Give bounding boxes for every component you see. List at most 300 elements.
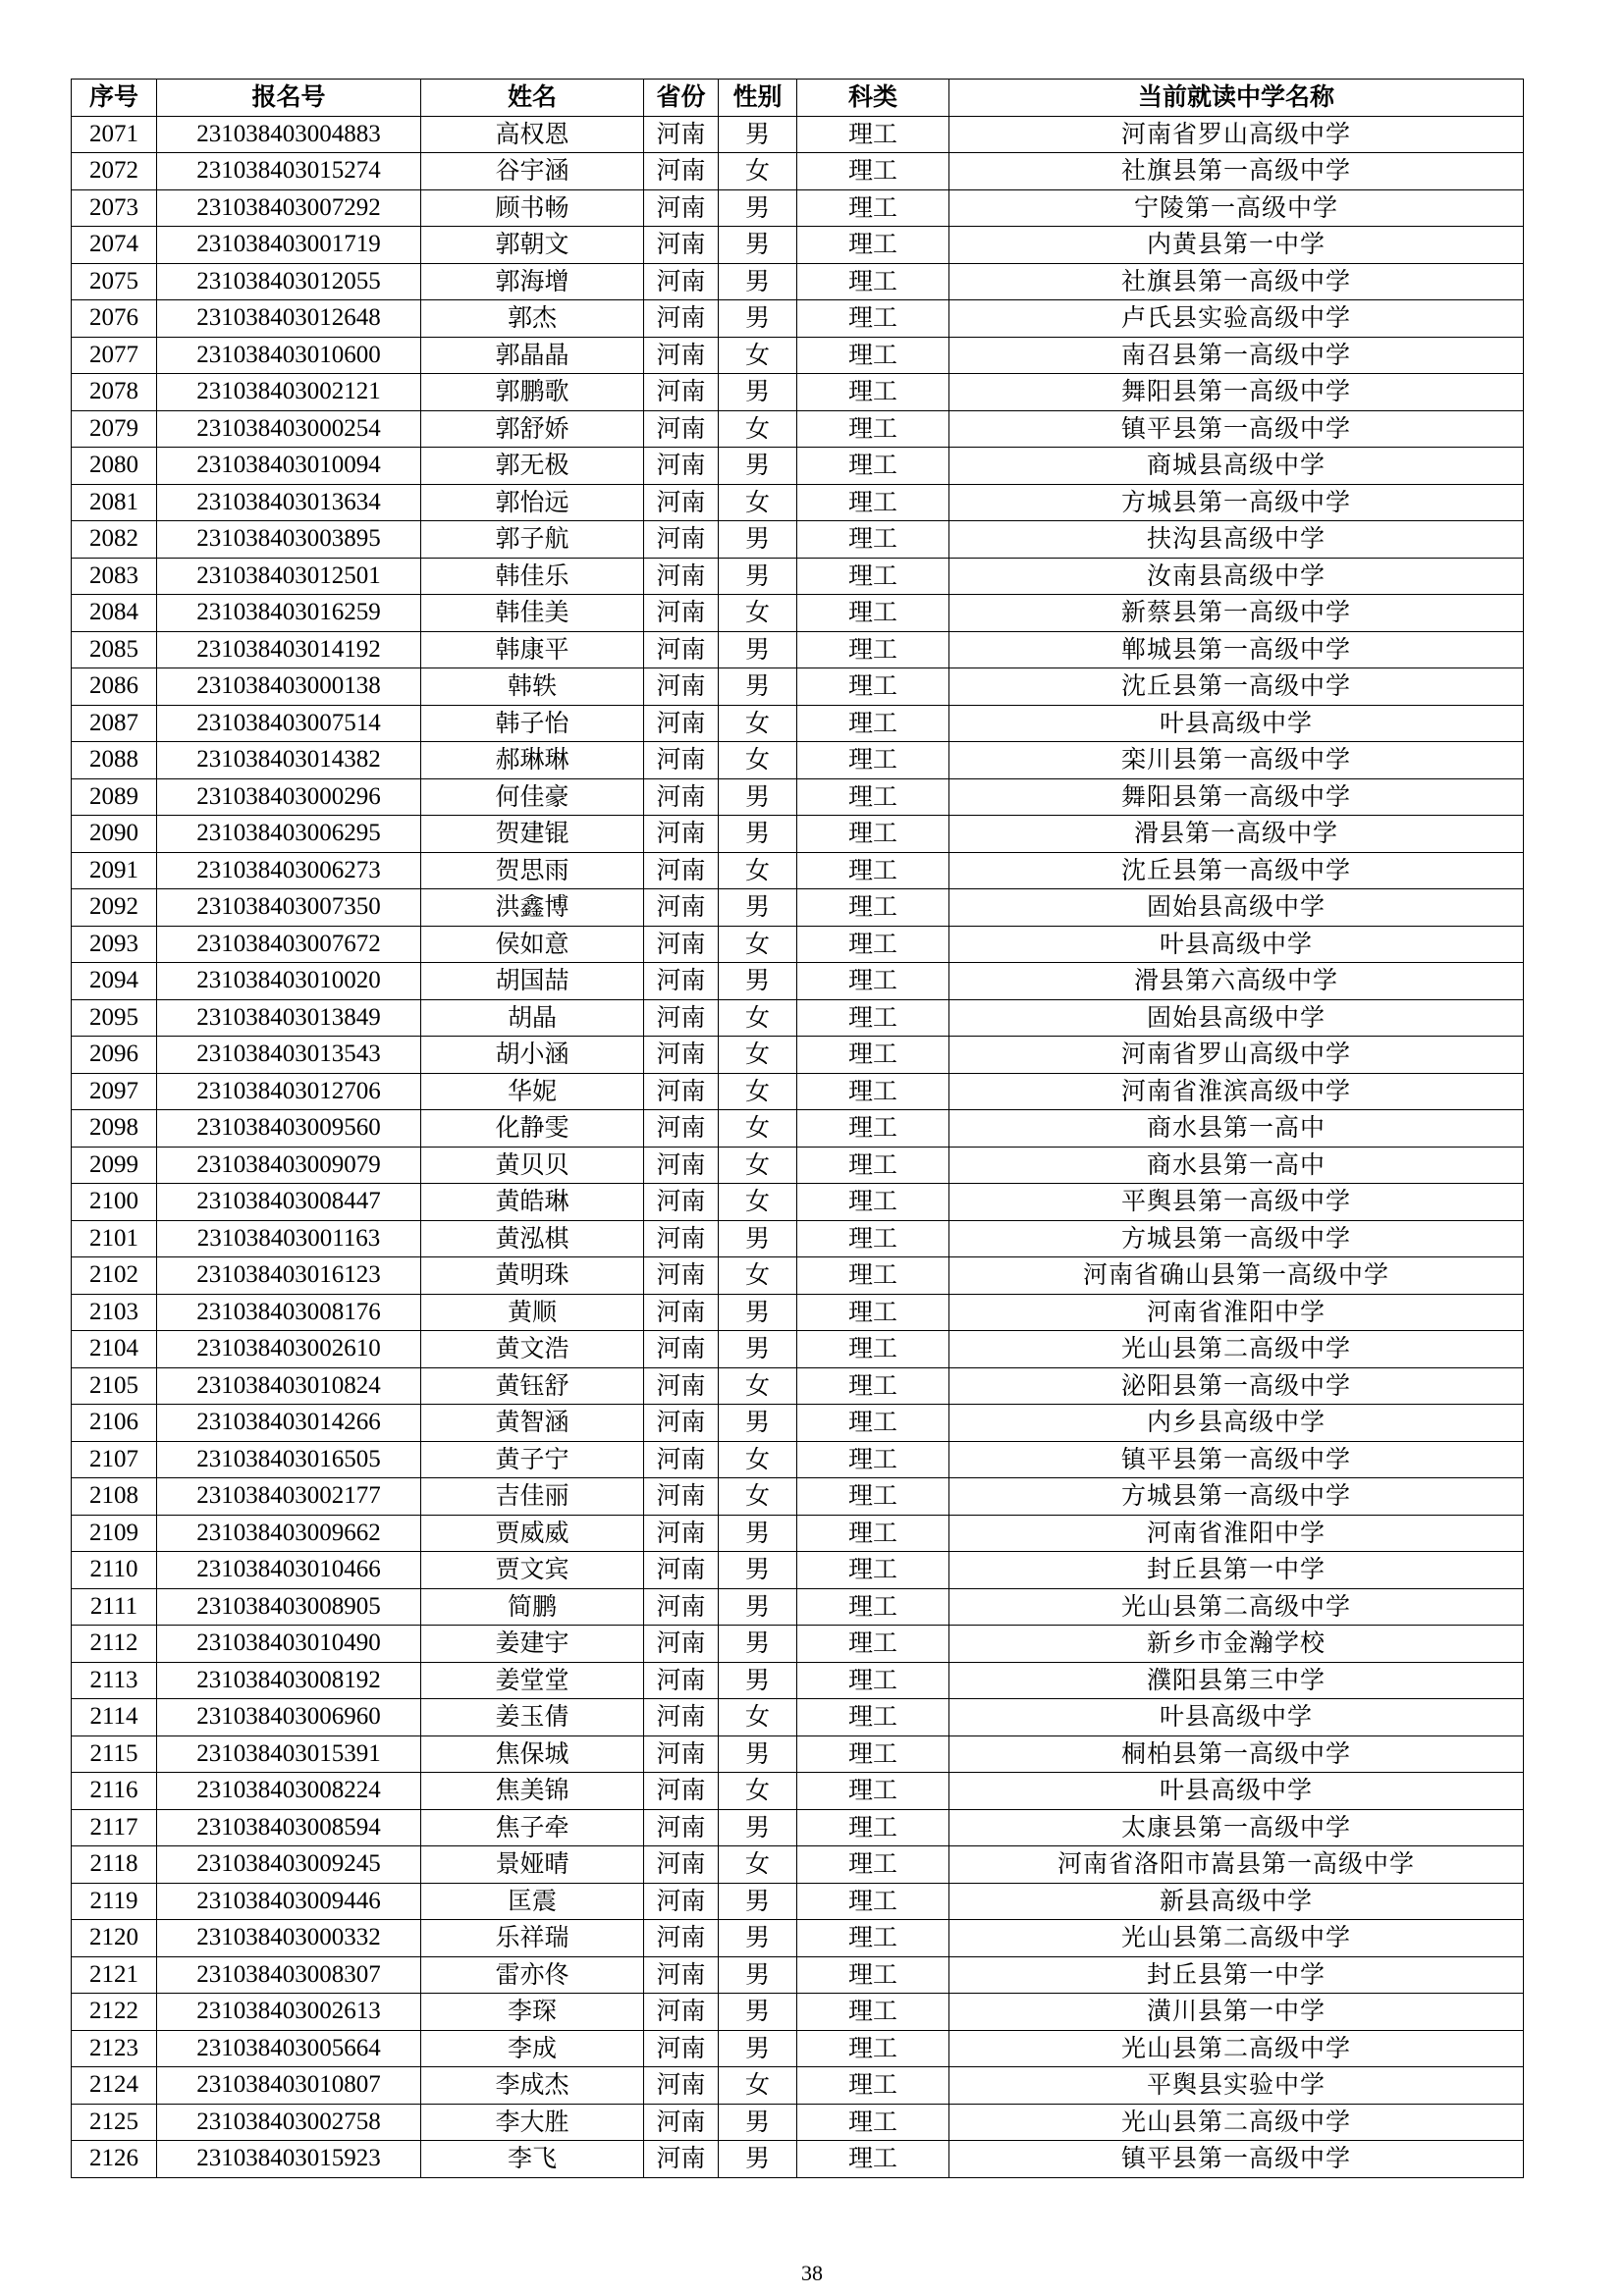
- name-cell: 侯如意: [421, 926, 644, 963]
- gender-cell: 男: [719, 889, 797, 927]
- province-cell: 河南: [644, 448, 719, 485]
- reg-no-cell: 231038403015274: [157, 153, 421, 190]
- seq-cell: 2104: [72, 1331, 157, 1368]
- province-cell: 河南: [644, 668, 719, 706]
- province-cell: 河南: [644, 778, 719, 816]
- table-row: [72, 1773, 1524, 1810]
- category-cell: 理工: [797, 1956, 949, 1994]
- school-cell: 光山县第二高级中学: [949, 1331, 1524, 1368]
- name-cell: 乐祥瑞: [421, 1920, 644, 1957]
- reg-no-cell: 231038403008594: [157, 1809, 421, 1846]
- school-cell: 滑县第六高级中学: [949, 963, 1524, 1000]
- school-cell: 河南省罗山高级中学: [949, 116, 1524, 153]
- category-cell: 理工: [797, 558, 949, 595]
- school-cell: 方城县第一高级中学: [949, 1220, 1524, 1257]
- seq-cell: 2072: [72, 153, 157, 190]
- province-cell: 河南: [644, 595, 719, 632]
- reg-no-cell: 231038403010020: [157, 963, 421, 1000]
- category-cell: 理工: [797, 116, 949, 153]
- reg-no-cell: 231038403008192: [157, 1662, 421, 1699]
- name-cell: 李大胜: [421, 2104, 644, 2141]
- header-name: 姓名: [421, 80, 644, 117]
- school-cell: 新蔡县第一高级中学: [949, 595, 1524, 632]
- province-cell: 河南: [644, 2104, 719, 2141]
- name-cell: 焦美锦: [421, 1773, 644, 1810]
- table-row: [72, 816, 1524, 853]
- province-cell: 河南: [644, 1699, 719, 1736]
- table-row: [72, 227, 1524, 264]
- school-cell: 镇平县第一高级中学: [949, 1441, 1524, 1478]
- category-cell: 理工: [797, 484, 949, 521]
- reg-no-cell: 231038403007672: [157, 926, 421, 963]
- table-row: [72, 926, 1524, 963]
- seq-cell: 2096: [72, 1037, 157, 1074]
- header-school: 当前就读中学名称: [949, 80, 1524, 117]
- reg-no-cell: 231038403008224: [157, 1773, 421, 1810]
- province-cell: 河南: [644, 1220, 719, 1257]
- table-row: [72, 1552, 1524, 1589]
- seq-cell: 2076: [72, 300, 157, 338]
- seq-cell: 2115: [72, 1735, 157, 1773]
- name-cell: 吉佳丽: [421, 1478, 644, 1516]
- name-cell: 郭海增: [421, 263, 644, 300]
- name-cell: 韩子怡: [421, 705, 644, 742]
- name-cell: 黄明珠: [421, 1257, 644, 1295]
- admission-list-sheet: [71, 79, 1524, 2178]
- reg-no-cell: 231038403003895: [157, 521, 421, 559]
- province-cell: 河南: [644, 1920, 719, 1957]
- table-row: [72, 2104, 1524, 2141]
- province-cell: 河南: [644, 742, 719, 779]
- name-cell: 李成杰: [421, 2067, 644, 2105]
- gender-cell: 女: [719, 705, 797, 742]
- table-row: [72, 521, 1524, 559]
- gender-cell: 男: [719, 1956, 797, 1994]
- gender-cell: 男: [719, 300, 797, 338]
- category-cell: 理工: [797, 889, 949, 927]
- name-cell: 贺建锟: [421, 816, 644, 853]
- reg-no-cell: 231038403002177: [157, 1478, 421, 1516]
- table-row: [72, 484, 1524, 521]
- gender-cell: 男: [719, 668, 797, 706]
- province-cell: 河南: [644, 889, 719, 927]
- reg-no-cell: 231038403013543: [157, 1037, 421, 1074]
- gender-cell: 女: [719, 153, 797, 190]
- header-row: [72, 80, 1524, 117]
- name-cell: 高权恩: [421, 116, 644, 153]
- page-number: 38: [801, 2261, 823, 2285]
- table-row: [72, 1220, 1524, 1257]
- reg-no-cell: 231038403006273: [157, 852, 421, 889]
- category-cell: 理工: [797, 963, 949, 1000]
- reg-no-cell: 231038403014192: [157, 631, 421, 668]
- category-cell: 理工: [797, 1846, 949, 1884]
- gender-cell: 男: [719, 189, 797, 227]
- category-cell: 理工: [797, 1073, 949, 1110]
- gender-cell: 男: [719, 2030, 797, 2067]
- school-cell: 光山县第二高级中学: [949, 2030, 1524, 2067]
- category-cell: 理工: [797, 926, 949, 963]
- name-cell: 贺思雨: [421, 852, 644, 889]
- province-cell: 河南: [644, 1405, 719, 1442]
- name-cell: 郭杰: [421, 300, 644, 338]
- reg-no-cell: 231038403004883: [157, 116, 421, 153]
- seq-cell: 2078: [72, 374, 157, 411]
- gender-cell: 男: [719, 778, 797, 816]
- province-cell: 河南: [644, 631, 719, 668]
- table-row: [72, 1184, 1524, 1221]
- table-row: [72, 852, 1524, 889]
- school-cell: 方城县第一高级中学: [949, 1478, 1524, 1516]
- school-cell: 桐柏县第一高级中学: [949, 1735, 1524, 1773]
- reg-no-cell: 231038403010824: [157, 1367, 421, 1405]
- gender-cell: 男: [719, 1626, 797, 1663]
- reg-no-cell: 231038403009446: [157, 1883, 421, 1920]
- seq-cell: 2094: [72, 963, 157, 1000]
- gender-cell: 男: [719, 1552, 797, 1589]
- gender-cell: 男: [719, 1994, 797, 2031]
- province-cell: 河南: [644, 374, 719, 411]
- gender-cell: 女: [719, 1037, 797, 1074]
- province-cell: 河南: [644, 1257, 719, 1295]
- table-row: [72, 153, 1524, 190]
- school-cell: 商城县高级中学: [949, 448, 1524, 485]
- school-cell: 封丘县第一中学: [949, 1956, 1524, 1994]
- gender-cell: 女: [719, 1773, 797, 1810]
- seq-cell: 2116: [72, 1773, 157, 1810]
- name-cell: 韩佳美: [421, 595, 644, 632]
- table-row: [72, 1037, 1524, 1074]
- table-row: [72, 1588, 1524, 1626]
- header-province: 省份: [644, 80, 719, 117]
- province-cell: 河南: [644, 1809, 719, 1846]
- school-cell: 栾川县第一高级中学: [949, 742, 1524, 779]
- school-cell: 濮阳县第三中学: [949, 1662, 1524, 1699]
- category-cell: 理工: [797, 1699, 949, 1736]
- province-cell: 河南: [644, 926, 719, 963]
- province-cell: 河南: [644, 1331, 719, 1368]
- name-cell: 黄文浩: [421, 1331, 644, 1368]
- school-cell: 汝南县高级中学: [949, 558, 1524, 595]
- table-row: [72, 1809, 1524, 1846]
- table-row: [72, 1294, 1524, 1331]
- category-cell: 理工: [797, 1110, 949, 1148]
- school-cell: 光山县第二高级中学: [949, 1588, 1524, 1626]
- category-cell: 理工: [797, 1037, 949, 1074]
- seq-cell: 2106: [72, 1405, 157, 1442]
- province-cell: 河南: [644, 1773, 719, 1810]
- gender-cell: 女: [719, 1367, 797, 1405]
- category-cell: 理工: [797, 521, 949, 559]
- name-cell: 焦保城: [421, 1735, 644, 1773]
- gender-cell: 男: [719, 263, 797, 300]
- seq-cell: 2103: [72, 1294, 157, 1331]
- province-cell: 河南: [644, 1147, 719, 1184]
- province-cell: 河南: [644, 116, 719, 153]
- gender-cell: 男: [719, 116, 797, 153]
- name-cell: 郭鹏歌: [421, 374, 644, 411]
- school-cell: 镇平县第一高级中学: [949, 410, 1524, 448]
- school-cell: 宁陵第一高级中学: [949, 189, 1524, 227]
- name-cell: 郭晶晶: [421, 337, 644, 374]
- name-cell: 何佳豪: [421, 778, 644, 816]
- table-row: [72, 1699, 1524, 1736]
- seq-cell: 2100: [72, 1184, 157, 1221]
- province-cell: 河南: [644, 2067, 719, 2105]
- category-cell: 理工: [797, 1405, 949, 1442]
- table-row: [72, 668, 1524, 706]
- table-row: [72, 2067, 1524, 2105]
- school-cell: 镇平县第一高级中学: [949, 2141, 1524, 2178]
- reg-no-cell: 231038403012706: [157, 1073, 421, 1110]
- table-row: [72, 410, 1524, 448]
- province-cell: 河南: [644, 1478, 719, 1516]
- reg-no-cell: 231038403010466: [157, 1552, 421, 1589]
- reg-no-cell: 231038403000296: [157, 778, 421, 816]
- name-cell: 顾书畅: [421, 189, 644, 227]
- table-row: [72, 1662, 1524, 1699]
- table-row: [72, 1515, 1524, 1552]
- name-cell: 洪鑫博: [421, 889, 644, 927]
- reg-no-cell: 231038403015391: [157, 1735, 421, 1773]
- category-cell: 理工: [797, 1184, 949, 1221]
- seq-cell: 2086: [72, 668, 157, 706]
- reg-no-cell: 231038403010600: [157, 337, 421, 374]
- name-cell: 黄泓棋: [421, 1220, 644, 1257]
- province-cell: 河南: [644, 1184, 719, 1221]
- gender-cell: 女: [719, 1110, 797, 1148]
- table-row: [72, 1110, 1524, 1148]
- school-cell: 新县高级中学: [949, 1883, 1524, 1920]
- name-cell: 郭子航: [421, 521, 644, 559]
- name-cell: 景娅晴: [421, 1846, 644, 1884]
- gender-cell: 女: [719, 926, 797, 963]
- seq-cell: 2097: [72, 1073, 157, 1110]
- school-cell: 滑县第一高级中学: [949, 816, 1524, 853]
- seq-cell: 2089: [72, 778, 157, 816]
- gender-cell: 男: [719, 1515, 797, 1552]
- reg-no-cell: 231038403015923: [157, 2141, 421, 2178]
- category-cell: 理工: [797, 816, 949, 853]
- reg-no-cell: 231038403009662: [157, 1515, 421, 1552]
- reg-no-cell: 231038403008905: [157, 1588, 421, 1626]
- name-cell: 李成: [421, 2030, 644, 2067]
- name-cell: 贾文宾: [421, 1552, 644, 1589]
- reg-no-cell: 231038403006960: [157, 1699, 421, 1736]
- category-cell: 理工: [797, 1515, 949, 1552]
- province-cell: 河南: [644, 1846, 719, 1884]
- category-cell: 理工: [797, 2030, 949, 2067]
- header-reg-no: 报名号: [157, 80, 421, 117]
- seq-cell: 2073: [72, 189, 157, 227]
- school-cell: 郸城县第一高级中学: [949, 631, 1524, 668]
- name-cell: 郭怡远: [421, 484, 644, 521]
- admission-list-table: [71, 79, 1524, 2178]
- province-cell: 河南: [644, 337, 719, 374]
- seq-cell: 2110: [72, 1552, 157, 1589]
- category-cell: 理工: [797, 1441, 949, 1478]
- table-row: [72, 263, 1524, 300]
- gender-cell: 男: [719, 1920, 797, 1957]
- school-cell: 舞阳县第一高级中学: [949, 374, 1524, 411]
- province-cell: 河南: [644, 999, 719, 1037]
- table-row: [72, 1257, 1524, 1295]
- seq-cell: 2126: [72, 2141, 157, 2178]
- school-cell: 叶县高级中学: [949, 1773, 1524, 1810]
- school-cell: 沈丘县第一高级中学: [949, 668, 1524, 706]
- table-row: [72, 963, 1524, 1000]
- table-row: [72, 1626, 1524, 1663]
- category-cell: 理工: [797, 374, 949, 411]
- name-cell: 韩康平: [421, 631, 644, 668]
- seq-cell: 2121: [72, 1956, 157, 1994]
- name-cell: 黄钰舒: [421, 1367, 644, 1405]
- reg-no-cell: 231038403002613: [157, 1994, 421, 2031]
- gender-cell: 男: [719, 521, 797, 559]
- seq-cell: 2117: [72, 1809, 157, 1846]
- table-row: [72, 1073, 1524, 1110]
- province-cell: 河南: [644, 705, 719, 742]
- category-cell: 理工: [797, 227, 949, 264]
- category-cell: 理工: [797, 2067, 949, 2105]
- province-cell: 河南: [644, 189, 719, 227]
- seq-cell: 2085: [72, 631, 157, 668]
- school-cell: 叶县高级中学: [949, 926, 1524, 963]
- reg-no-cell: 231038403008176: [157, 1294, 421, 1331]
- school-cell: 平舆县实验中学: [949, 2067, 1524, 2105]
- category-cell: 理工: [797, 1294, 949, 1331]
- seq-cell: 2120: [72, 1920, 157, 1957]
- name-cell: 姜玉倩: [421, 1699, 644, 1736]
- gender-cell: 男: [719, 227, 797, 264]
- seq-cell: 2108: [72, 1478, 157, 1516]
- province-cell: 河南: [644, 1662, 719, 1699]
- school-cell: 内乡县高级中学: [949, 1405, 1524, 1442]
- reg-no-cell: 231038403016505: [157, 1441, 421, 1478]
- name-cell: 黄子宁: [421, 1441, 644, 1478]
- name-cell: 胡小涵: [421, 1037, 644, 1074]
- school-cell: 河南省确山县第一高级中学: [949, 1257, 1524, 1295]
- seq-cell: 2102: [72, 1257, 157, 1295]
- school-cell: 潢川县第一中学: [949, 1994, 1524, 2031]
- gender-cell: 女: [719, 595, 797, 632]
- seq-cell: 2099: [72, 1147, 157, 1184]
- gender-cell: 男: [719, 816, 797, 853]
- category-cell: 理工: [797, 1588, 949, 1626]
- seq-cell: 2074: [72, 227, 157, 264]
- reg-no-cell: 231038403000332: [157, 1920, 421, 1957]
- province-cell: 河南: [644, 153, 719, 190]
- school-cell: 光山县第二高级中学: [949, 2104, 1524, 2141]
- gender-cell: 女: [719, 1184, 797, 1221]
- school-cell: 固始县高级中学: [949, 889, 1524, 927]
- table-row: [72, 116, 1524, 153]
- province-cell: 河南: [644, 410, 719, 448]
- table-row: [72, 189, 1524, 227]
- category-cell: 理工: [797, 448, 949, 485]
- gender-cell: 男: [719, 1588, 797, 1626]
- table-row: [72, 705, 1524, 742]
- table-row: [72, 558, 1524, 595]
- name-cell: 黄贝贝: [421, 1147, 644, 1184]
- category-cell: 理工: [797, 1883, 949, 1920]
- name-cell: 贾威威: [421, 1515, 644, 1552]
- reg-no-cell: 231038403012501: [157, 558, 421, 595]
- table-row: [72, 631, 1524, 668]
- name-cell: 化静雯: [421, 1110, 644, 1148]
- reg-no-cell: 231038403012648: [157, 300, 421, 338]
- seq-cell: 2114: [72, 1699, 157, 1736]
- table-row: [72, 1147, 1524, 1184]
- seq-cell: 2122: [72, 1994, 157, 2031]
- reg-no-cell: 231038403009560: [157, 1110, 421, 1148]
- reg-no-cell: 231038403014266: [157, 1405, 421, 1442]
- seq-cell: 2079: [72, 410, 157, 448]
- reg-no-cell: 231038403002758: [157, 2104, 421, 2141]
- table-row: [72, 1920, 1524, 1957]
- province-cell: 河南: [644, 300, 719, 338]
- seq-cell: 2101: [72, 1220, 157, 1257]
- gender-cell: 女: [719, 1147, 797, 1184]
- name-cell: 李琛: [421, 1994, 644, 2031]
- gender-cell: 女: [719, 1699, 797, 1736]
- category-cell: 理工: [797, 705, 949, 742]
- province-cell: 河南: [644, 1037, 719, 1074]
- province-cell: 河南: [644, 1110, 719, 1148]
- gender-cell: 女: [719, 742, 797, 779]
- name-cell: 简鹏: [421, 1588, 644, 1626]
- name-cell: 谷宇涵: [421, 153, 644, 190]
- table-row: [72, 1405, 1524, 1442]
- category-cell: 理工: [797, 2104, 949, 2141]
- seq-cell: 2082: [72, 521, 157, 559]
- table-row: [72, 374, 1524, 411]
- category-cell: 理工: [797, 668, 949, 706]
- category-cell: 理工: [797, 2141, 949, 2178]
- province-cell: 河南: [644, 1883, 719, 1920]
- gender-cell: 男: [719, 374, 797, 411]
- name-cell: 韩轶: [421, 668, 644, 706]
- table-row: [72, 1331, 1524, 1368]
- category-cell: 理工: [797, 1147, 949, 1184]
- table-row: [72, 2141, 1524, 2178]
- reg-no-cell: 231038403009079: [157, 1147, 421, 1184]
- name-cell: 李飞: [421, 2141, 644, 2178]
- reg-no-cell: 231038403001719: [157, 227, 421, 264]
- seq-cell: 2105: [72, 1367, 157, 1405]
- category-cell: 理工: [797, 1220, 949, 1257]
- gender-cell: 女: [719, 1846, 797, 1884]
- school-cell: 平舆县第一高级中学: [949, 1184, 1524, 1221]
- reg-no-cell: 231038403000138: [157, 668, 421, 706]
- gender-cell: 男: [719, 2141, 797, 2178]
- reg-no-cell: 231038403014382: [157, 742, 421, 779]
- province-cell: 河南: [644, 1588, 719, 1626]
- gender-cell: 女: [719, 410, 797, 448]
- school-cell: 河南省洛阳市嵩县第一高级中学: [949, 1846, 1524, 1884]
- seq-cell: 2077: [72, 337, 157, 374]
- table-row: [72, 1883, 1524, 1920]
- gender-cell: 女: [719, 1073, 797, 1110]
- gender-cell: 男: [719, 1735, 797, 1773]
- reg-no-cell: 231038403006295: [157, 816, 421, 853]
- province-cell: 河南: [644, 1367, 719, 1405]
- category-cell: 理工: [797, 1920, 949, 1957]
- school-cell: 扶沟县高级中学: [949, 521, 1524, 559]
- seq-cell: 2090: [72, 816, 157, 853]
- school-cell: 社旗县第一高级中学: [949, 263, 1524, 300]
- category-cell: 理工: [797, 1478, 949, 1516]
